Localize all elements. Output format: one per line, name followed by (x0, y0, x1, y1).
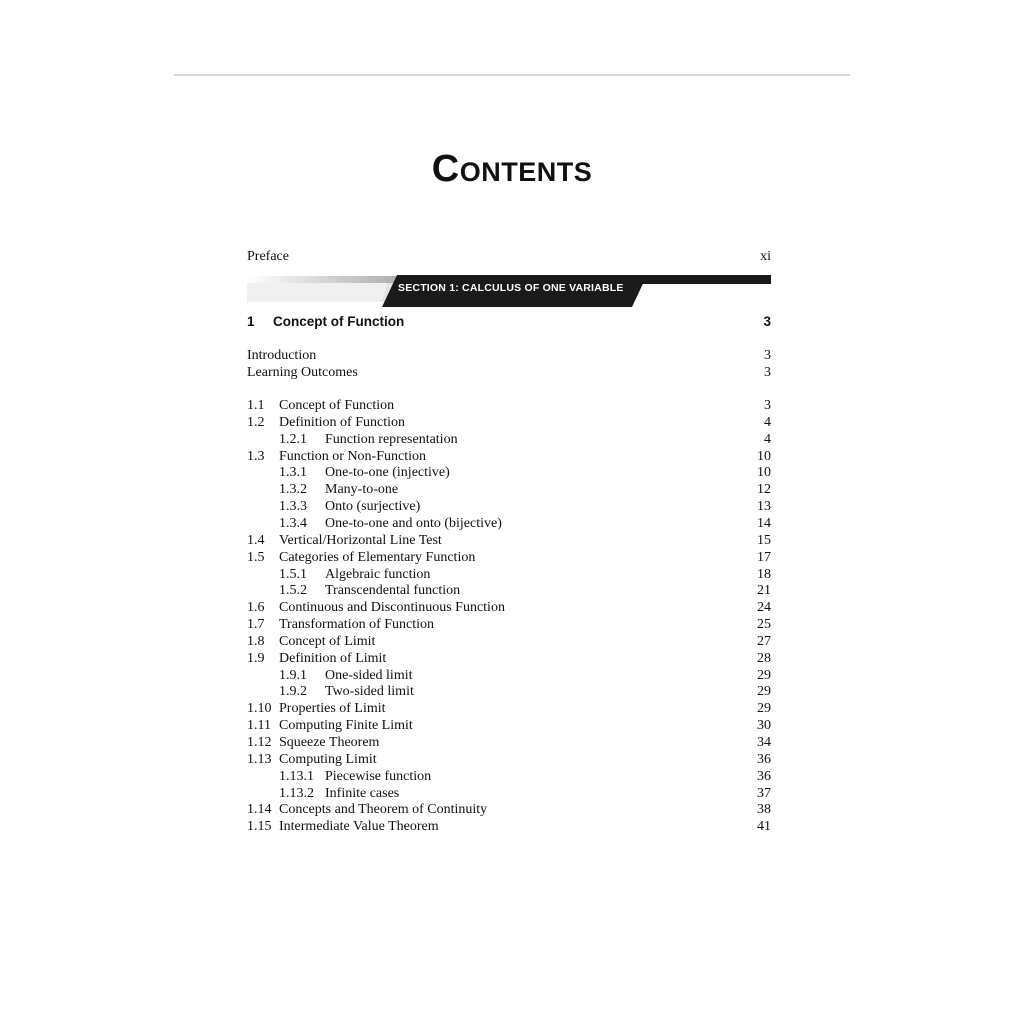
toc-entry-label: Piecewise function (325, 768, 432, 784)
toc-entry-label: Vertical/Horizontal Line Test (279, 532, 442, 548)
toc-entry-label: Properties of Limit (279, 701, 386, 717)
toc-entry-number: 1.12 (247, 735, 272, 750)
toc-entry-number: 1.2 (247, 414, 265, 430)
toc-entry-page: 25 (757, 617, 771, 633)
toc-entry-page: 3 (764, 398, 771, 413)
toc-entry-page: 13 (757, 499, 771, 515)
page-top-rule (174, 74, 850, 76)
toc-section-row[interactable] (247, 397, 771, 414)
toc-entry-label: Intermediate Value Theorem (279, 819, 439, 835)
toc-entry-number: 1.5.2 (279, 583, 307, 599)
toc-entry-page: 3 (764, 348, 771, 363)
toc-section-row[interactable] (247, 801, 771, 818)
toc-entry-page: 21 (757, 583, 771, 599)
toc-section-row[interactable] (247, 448, 771, 465)
toc-entry-number: 1.10 (247, 701, 272, 717)
toc-entry-label: Squeeze Theorem (279, 735, 380, 750)
toc-entry-page: 4 (764, 414, 771, 430)
toc-subsection-row[interactable] (247, 481, 771, 498)
toc-entry-label: Two-sided limit (325, 684, 414, 700)
toc-entry-page: 29 (757, 667, 771, 683)
toc-section-row[interactable] (247, 700, 771, 717)
toc-chapter-page: 3 (763, 314, 771, 329)
toc-entry-page: 28 (757, 650, 771, 666)
toc-section-row[interactable] (247, 532, 771, 549)
toc-entry-page: 34 (757, 735, 771, 750)
toc-entry-number: 1.5.1 (279, 566, 307, 582)
toc-subsection-row[interactable] (247, 582, 771, 599)
toc-entry-label: One-sided limit (325, 667, 413, 683)
toc-entry-page: 27 (757, 633, 771, 649)
toc-entry-number: 1.11 (247, 718, 271, 734)
toc-entry-label: Algebraic function (325, 566, 431, 582)
toc-entry-number: 1.3.2 (279, 482, 307, 498)
toc-entry-number: 1.15 (247, 819, 272, 835)
toc-entry-number: 1.5 (247, 549, 265, 565)
toc-entry-page: xi (760, 249, 771, 264)
toc-entry-label: Computing Limit (279, 751, 377, 767)
toc-subsection-row[interactable] (247, 785, 771, 802)
toc-subsection-row[interactable] (247, 464, 771, 481)
toc-entry-page: 38 (757, 802, 771, 818)
toc-entry-label: Introduction (247, 348, 317, 363)
toc-entry-page: 14 (757, 515, 771, 531)
toc-entry-number: 1.13.1 (279, 768, 314, 784)
toc-entry-number: 1.9.1 (279, 667, 307, 683)
toc-subsection-row[interactable] (247, 683, 771, 700)
toc-entry-label: Learning Outcomes (247, 365, 358, 380)
toc-entry-label: Concepts and Theorem of Continuity (279, 802, 488, 818)
toc-entry-label: Transformation of Function (279, 617, 435, 633)
toc-subsection-row[interactable] (247, 498, 771, 515)
toc-chapter-row[interactable] (247, 313, 771, 331)
toc-entry-label: Definition of Function (279, 414, 405, 430)
toc-front-row[interactable] (247, 347, 771, 364)
toc-entry-number: 1.13.2 (279, 785, 314, 801)
toc-section-row[interactable] (247, 616, 771, 633)
toc-entry-label: Preface (247, 249, 289, 264)
toc-section-row[interactable] (247, 599, 771, 616)
toc-section-row[interactable] (247, 751, 771, 768)
toc-entry-page: 24 (757, 600, 771, 616)
toc-entry-number: 1.6 (247, 600, 265, 616)
toc-entry-label: Transcendental function (325, 583, 461, 599)
toc-subsection-row[interactable] (247, 768, 771, 785)
toc-section-row[interactable] (247, 549, 771, 566)
toc-entry-label: Continuous and Discontinuous Function (279, 600, 505, 616)
toc-entry-label: Concept of Function (279, 398, 395, 413)
toc-entry-label: Categories of Elementary Function (279, 549, 476, 565)
toc-entry-page: 10 (757, 448, 771, 464)
toc-entry-label: Function representation (325, 431, 458, 447)
toc-entry-label: Many-to-one (325, 482, 399, 498)
toc-subsection-row[interactable] (247, 667, 771, 684)
toc-entry-page: 36 (757, 751, 771, 767)
section-banner-label: SECTION 1: CALCULUS OF ONE VARIABLE (398, 282, 624, 294)
toc-entry-label: One-to-one (injective) (325, 465, 450, 481)
toc-entry-label: Definition of Limit (279, 650, 387, 666)
toc-section-row[interactable] (247, 818, 771, 835)
toc-entry-number: 1.7 (247, 617, 265, 633)
toc-entry-page: 37 (757, 785, 771, 801)
toc-entry-label: One-to-one and onto (bijective) (325, 515, 502, 531)
toc-entry-page: 3 (764, 365, 771, 380)
toc-entry-number: 1.14 (247, 802, 272, 818)
toc-subsection-row[interactable] (247, 515, 771, 532)
toc-entry-page: 29 (757, 684, 771, 700)
toc-section-row[interactable] (247, 633, 771, 650)
toc-entry-number: 1.9.2 (279, 684, 307, 700)
toc-entry-number: 1.1 (247, 398, 265, 413)
toc-preface-row[interactable] (247, 248, 771, 265)
toc-entry-number: 1.3 (247, 448, 265, 464)
toc-entry-number: 1.13 (247, 751, 272, 767)
toc-entry-number: 1.2.1 (279, 431, 307, 447)
toc-entry-label: Function or Non-Function (279, 448, 426, 464)
toc-entry-number: 1.4 (247, 532, 265, 548)
toc-entry-page: 4 (764, 431, 771, 447)
toc-entry-page: 36 (757, 768, 771, 784)
toc-entry-page: 18 (757, 566, 771, 582)
toc-entry-page: 29 (757, 701, 771, 717)
toc-section-row[interactable] (247, 414, 771, 431)
toc-entry-label: Onto (surjective) (325, 499, 421, 515)
toc-entry-number: 1.8 (247, 633, 265, 649)
toc-section-row[interactable] (247, 734, 771, 751)
toc-entry-number: 1.3.4 (279, 515, 307, 531)
toc-subsection-row[interactable] (247, 566, 771, 583)
toc-entry-page: 15 (757, 532, 771, 548)
toc-entry-page: 41 (757, 819, 771, 835)
toc-front-row[interactable] (247, 364, 771, 381)
toc-entry-page: 12 (757, 482, 771, 498)
toc-entry-label: Infinite cases (325, 785, 400, 801)
toc-entry-page: 17 (757, 549, 771, 565)
toc-entry-page: 30 (757, 718, 771, 734)
toc-entry-number: 1.3.1 (279, 465, 307, 481)
toc-entry-number: 1.9 (247, 650, 265, 666)
toc-entry-page: 10 (757, 465, 771, 481)
page-title: Contents (431, 148, 593, 190)
toc-section-row[interactable] (247, 650, 771, 667)
toc-subsection-row[interactable] (247, 431, 771, 448)
toc-chapter-number: 1 (247, 314, 255, 329)
toc-section-row[interactable] (247, 717, 771, 734)
toc-entry-label: Computing Finite Limit (279, 718, 413, 734)
toc-chapter-title: Concept of Function (273, 314, 405, 329)
toc-entry-label: Concept of Limit (279, 633, 376, 649)
toc-entry-number: 1.3.3 (279, 499, 307, 515)
